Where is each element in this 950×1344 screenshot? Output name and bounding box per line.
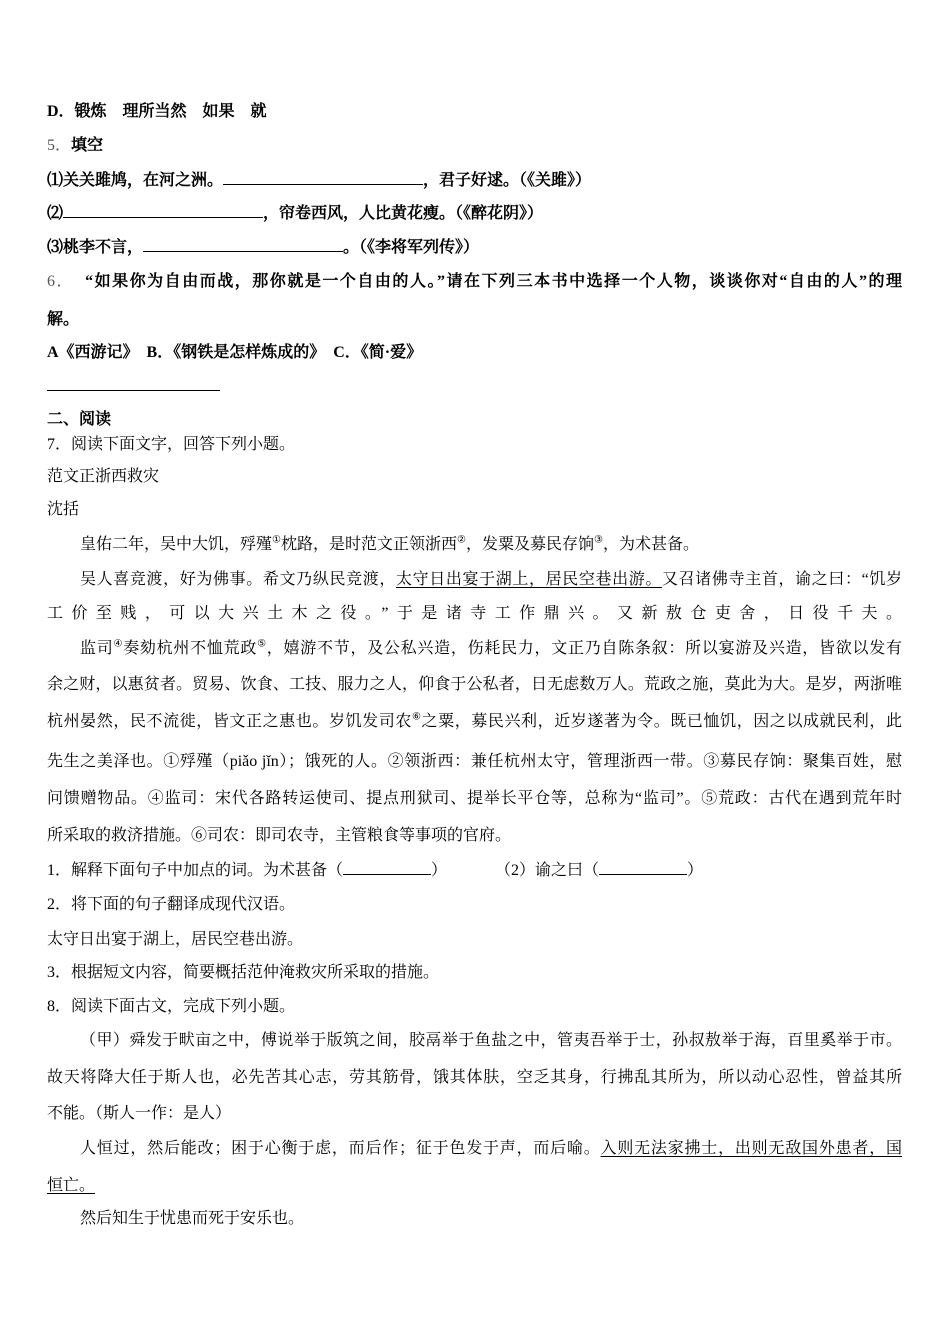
passage-line: 故天将降大任于斯人也，必先苦其心志，劳其筋骨，饿其体肤，空乏其身，行拂乱其所为，所以动心忍性，曾益其所	[47, 1069, 902, 1086]
passage-paragraph-2: 人恒过，然后能改；困于心衡于虑，而后作；征于色发于声，而后喻。入则无法家拂士，出则无敌国外患者，国	[80, 1140, 902, 1157]
question-6-line2: 解。	[47, 311, 80, 328]
blank-suffix: ，君子好逑。（《关雎》）	[423, 172, 592, 189]
footnotes-line: 所采取的救济措施。⑥司农：即司农寺，主管粮食等事项的官府。	[47, 827, 512, 844]
question-6-line1	[47, 272, 902, 292]
underlined-sentence: 太守日出宴于湖上，居民空巷出游。	[395, 571, 663, 588]
footnote-mark: ①	[272, 534, 281, 546]
passage-title: 范文正浙西救灾	[47, 468, 160, 485]
question-number: 5．	[47, 137, 72, 154]
passage-author: 沈括	[47, 501, 80, 518]
blank-prefix: ⑶桃李不言，	[47, 239, 144, 256]
passage-line: 杭州晏然，民不流徙，皆文正之惠也。岁饥发司农⑥之粟，募民兴利，近岁遂著为令。既已恤饥，因之以成就民利，此	[47, 711, 902, 730]
passage-paragraph-1: （甲）舜发于畎亩之中，傅说举于版筑之间，胶鬲举于鱼盐之中，管夷吾举于士，孙叔敖举于海，百里奚举于市。	[80, 1032, 902, 1049]
answer-blank[interactable]	[143, 237, 343, 252]
question-8-prompt: 8．阅读下面古文，完成下列小题。	[47, 998, 296, 1015]
passage-paragraph-3: 然后知生于忧患而死于安乐也。	[80, 1210, 305, 1227]
answer-blank[interactable]	[343, 860, 431, 875]
passage-paragraph-1: 皇佑二年，吴中大饥，殍殣①枕路，是时范文正领浙西②，发粟及募民存饷③，为术甚备。	[80, 534, 699, 553]
question-number: 6．	[47, 273, 75, 290]
footnote-mark: ⑤	[257, 638, 267, 650]
passage-line: 余之财，以惠贫者。贸易、饮食、工技、服力之人，仰食于公私者，日无虑数万人。荒政之施，莫此为大。是岁，两浙唯	[47, 676, 902, 693]
answer-blank[interactable]	[599, 860, 687, 875]
underlined-sentence: 恒亡。	[47, 1177, 96, 1194]
footnotes-line: 先生之美泽也。①殍殣（piǎo jǐn）；饿死的人。②领浙西：兼任杭州太守，管理浙西一带。③募民存饷：聚集百姓，慰	[47, 753, 902, 770]
passage-paragraph-2: 吴人喜竞渡，好为佛事。希文乃纵民竞渡，太守日出宴于湖上，居民空巷出游。又召诸佛寺主首，谕之曰：“饥岁	[80, 571, 902, 588]
passage-paragraph-3: 监司④奏劾杭州不恤荒政⑤，嬉游不节，及公私兴造，伤耗民力，文正乃自陈条叙：所以宴游及兴造，皆欲以发有	[80, 638, 902, 657]
answer-blank[interactable]	[223, 170, 423, 185]
answer-line[interactable]	[47, 390, 220, 391]
option-d: D．锻炼 理所当然 如果 就	[47, 103, 267, 120]
fill-blank-1	[47, 170, 591, 191]
footnote-mark: ②	[457, 534, 466, 546]
fill-blank-2	[47, 203, 543, 224]
question-6-options: A《西游记》 B．《钢铁是怎样炼成的》 C．《简·爱》	[47, 344, 423, 361]
section-title: 二、阅读	[47, 411, 112, 428]
underlined-sentence: 入则无法家拂士，出则无敌国外患者，国	[600, 1140, 902, 1157]
sub-question-1: 1．解释下面句子中加点的词。为术甚备（ ） （2）谕之曰（ ）	[47, 862, 704, 879]
footnote-mark: ⑥	[411, 711, 422, 723]
sub-question-2: 2．将下面的句子翻译成现代汉语。	[47, 896, 296, 913]
question-7-prompt: 7．阅读下面文字，回答下列小题。	[47, 436, 296, 453]
blank-prefix: ⑴关关雎鸠，在河之洲。	[47, 172, 224, 189]
footnote-mark: ③	[593, 534, 603, 546]
blank-prefix: ⑵	[47, 205, 64, 222]
passage-line: 工价至贱，可以大兴土木之役。”于是诸寺工作鼎兴。又新敖仓吏舍，日役千夫。	[47, 605, 902, 622]
answer-blank[interactable]	[63, 203, 263, 218]
question-text: “如果你为自由而战，那你就是一个自由的人。”请在下列三本书中选择一个人物，谈谈你对“自由的人”的理	[85, 273, 902, 290]
fill-blank-3	[47, 237, 479, 258]
blank-suffix: 。（《李将军列传》）	[343, 239, 480, 256]
sub-question-2-sentence: 太守日出宴于湖上，居民空巷出游。	[47, 931, 304, 948]
sub-question-3: 3．根据短文内容，简要概括范仲淹救灾所采取的措施。	[47, 964, 440, 981]
footnotes-line: 问馈赠物品。④监司：宋代各路转运使司、提点刑狱司、提举长平仓等，总称为“监司”。⑤荒政：古代在遇到荒年时	[47, 790, 902, 807]
question-title: 填空	[71, 137, 104, 154]
passage-line: 不能。（斯人一作：是人）	[47, 1105, 232, 1122]
question-5-heading	[47, 136, 103, 156]
blank-suffix: ，帘卷西风，人比黄花瘦。（《醉花阴》）	[263, 205, 544, 222]
footnote-mark: ④	[113, 638, 124, 650]
